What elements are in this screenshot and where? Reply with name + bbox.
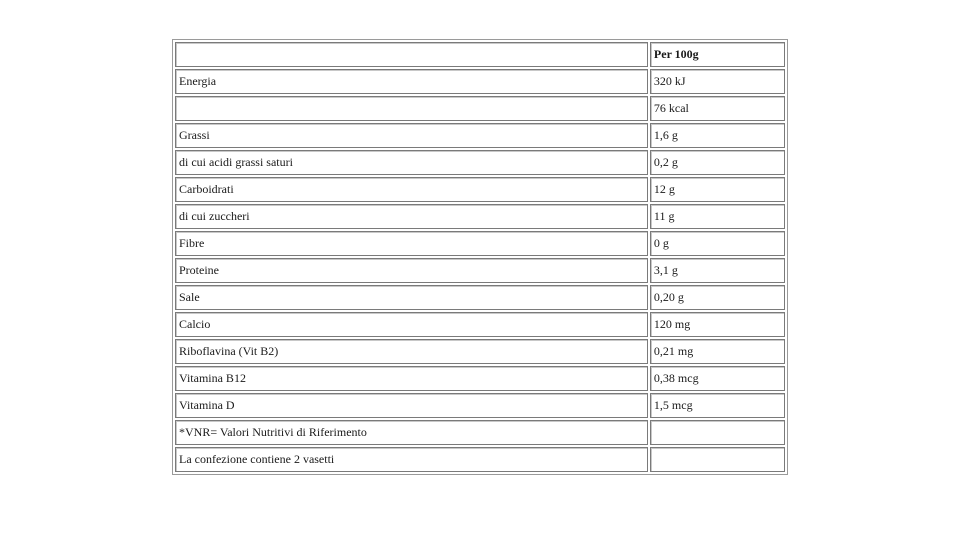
table-row (175, 339, 785, 364)
nutrient-value: 0,2 g (650, 150, 785, 175)
nutrient-value: 120 mg (650, 312, 785, 337)
nutrient-label: Proteine (175, 258, 648, 283)
header-label-cell (175, 42, 648, 67)
nutrition-table (172, 39, 788, 475)
table-row (175, 231, 785, 256)
footnote-label: *VNR= Valori Nutritivi di Riferimento (175, 420, 648, 445)
nutrient-label: Grassi (175, 123, 648, 148)
nutrient-value: 76 kcal (650, 96, 785, 121)
table-row (175, 420, 785, 445)
nutrient-label (175, 96, 648, 121)
nutrient-label: Sale (175, 285, 648, 310)
table-row (175, 177, 785, 202)
table-row (175, 447, 785, 472)
nutrient-label: di cui acidi grassi saturi (175, 150, 648, 175)
nutrient-label: Fibre (175, 231, 648, 256)
nutrient-label: Riboflavina (Vit B2) (175, 339, 648, 364)
nutrient-value: 0,21 mg (650, 339, 785, 364)
nutrient-value: 12 g (650, 177, 785, 202)
table-header-row (175, 42, 785, 67)
nutrient-value: 320 kJ (650, 69, 785, 94)
footnote-value (650, 420, 785, 445)
table-row (175, 69, 785, 94)
nutrient-value: 0,20 g (650, 285, 785, 310)
nutrient-value: 0,38 mcg (650, 366, 785, 391)
table-row (175, 366, 785, 391)
table-row (175, 258, 785, 283)
header-per-100g-cell: Per 100g (650, 42, 785, 67)
nutrient-value: 1,5 mcg (650, 393, 785, 418)
package-note-label: La confezione contiene 2 vasetti (175, 447, 648, 472)
nutrient-label: di cui zuccheri (175, 204, 648, 229)
nutrient-label: Energia (175, 69, 648, 94)
nutrient-label: Vitamina D (175, 393, 648, 418)
table-row (175, 285, 785, 310)
package-note-value (650, 447, 785, 472)
table-row (175, 150, 785, 175)
nutrient-value: 0 g (650, 231, 785, 256)
table-row (175, 123, 785, 148)
table-row (175, 204, 785, 229)
nutrient-value: 11 g (650, 204, 785, 229)
table-row (175, 96, 785, 121)
nutrient-label: Carboidrati (175, 177, 648, 202)
table-row (175, 312, 785, 337)
nutrient-label: Vitamina B12 (175, 366, 648, 391)
table-row (175, 393, 785, 418)
nutrient-label: Calcio (175, 312, 648, 337)
nutrient-value: 1,6 g (650, 123, 785, 148)
nutrient-value: 3,1 g (650, 258, 785, 283)
